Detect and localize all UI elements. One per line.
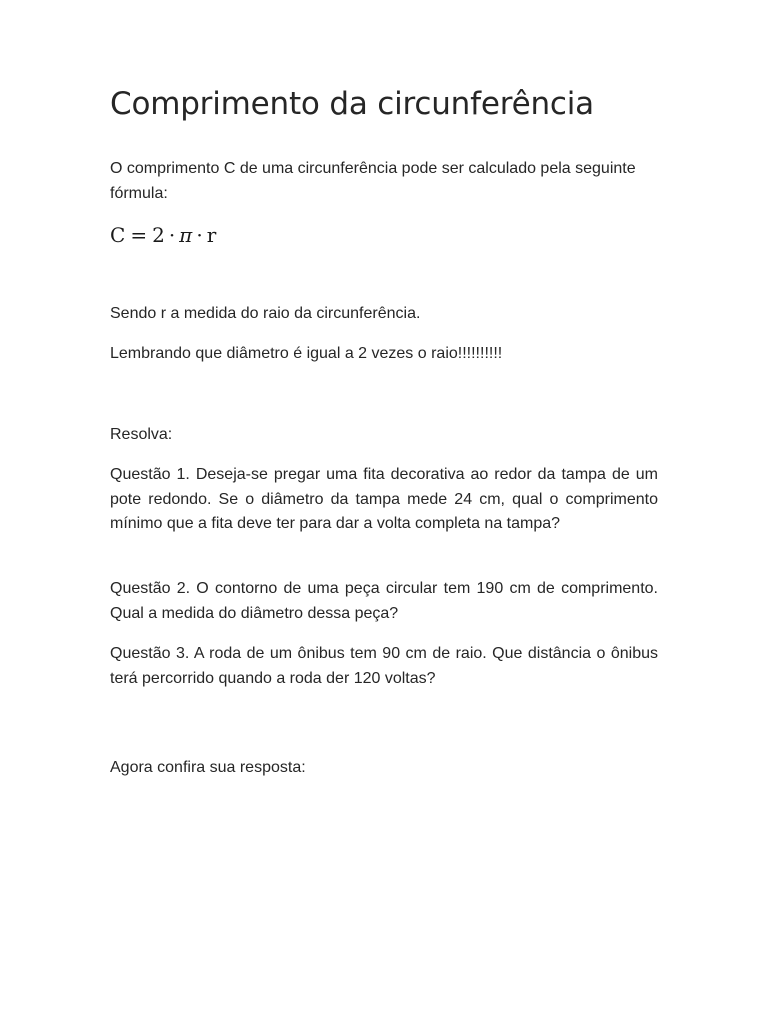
page-title: Comprimento da circunferência [110, 86, 594, 122]
diameter-note: Lembrando que diâmetro é igual a 2 vezes o raio!!!!!!!!!! [110, 345, 503, 362]
circumference-formula [110, 221, 216, 249]
resolve-label: Resolva: [110, 426, 173, 443]
intro-paragraph: O comprimento C de uma circunferência pode ser calculado pela seguinte fórmula: [110, 160, 636, 202]
formula-dot-2: · [196, 223, 203, 247]
formula-lhs: C [110, 223, 126, 247]
formula-equals: = [130, 223, 148, 247]
formula-pi: π [179, 223, 193, 247]
formula-dot-1: · [168, 223, 176, 247]
formula-two: 2 [152, 223, 165, 247]
check-answer-label: Agora confira sua resposta: [110, 759, 306, 776]
radius-note: Sendo r a medida do raio da circunferência. [110, 305, 421, 322]
question-3: Questão 3. A roda de um ônibus tem 90 cm de raio. Que distância o ônibus terá percorrido quando a roda der 120 voltas? [110, 645, 658, 687]
formula-r: r [206, 223, 217, 247]
question-1: Questão 1. Deseja-se pregar uma fita decorativa ao redor da tampa de um pote redondo. Se o diâmetro da tampa mede 24 cm, qual o comprimento mínimo que a fita deve ter para dar a volta completa na tampa? [110, 466, 658, 532]
question-2: Questão 2. O contorno de uma peça circular tem 190 cm de comprimento. Qual a medida do diâmetro dessa peça? [110, 580, 658, 622]
